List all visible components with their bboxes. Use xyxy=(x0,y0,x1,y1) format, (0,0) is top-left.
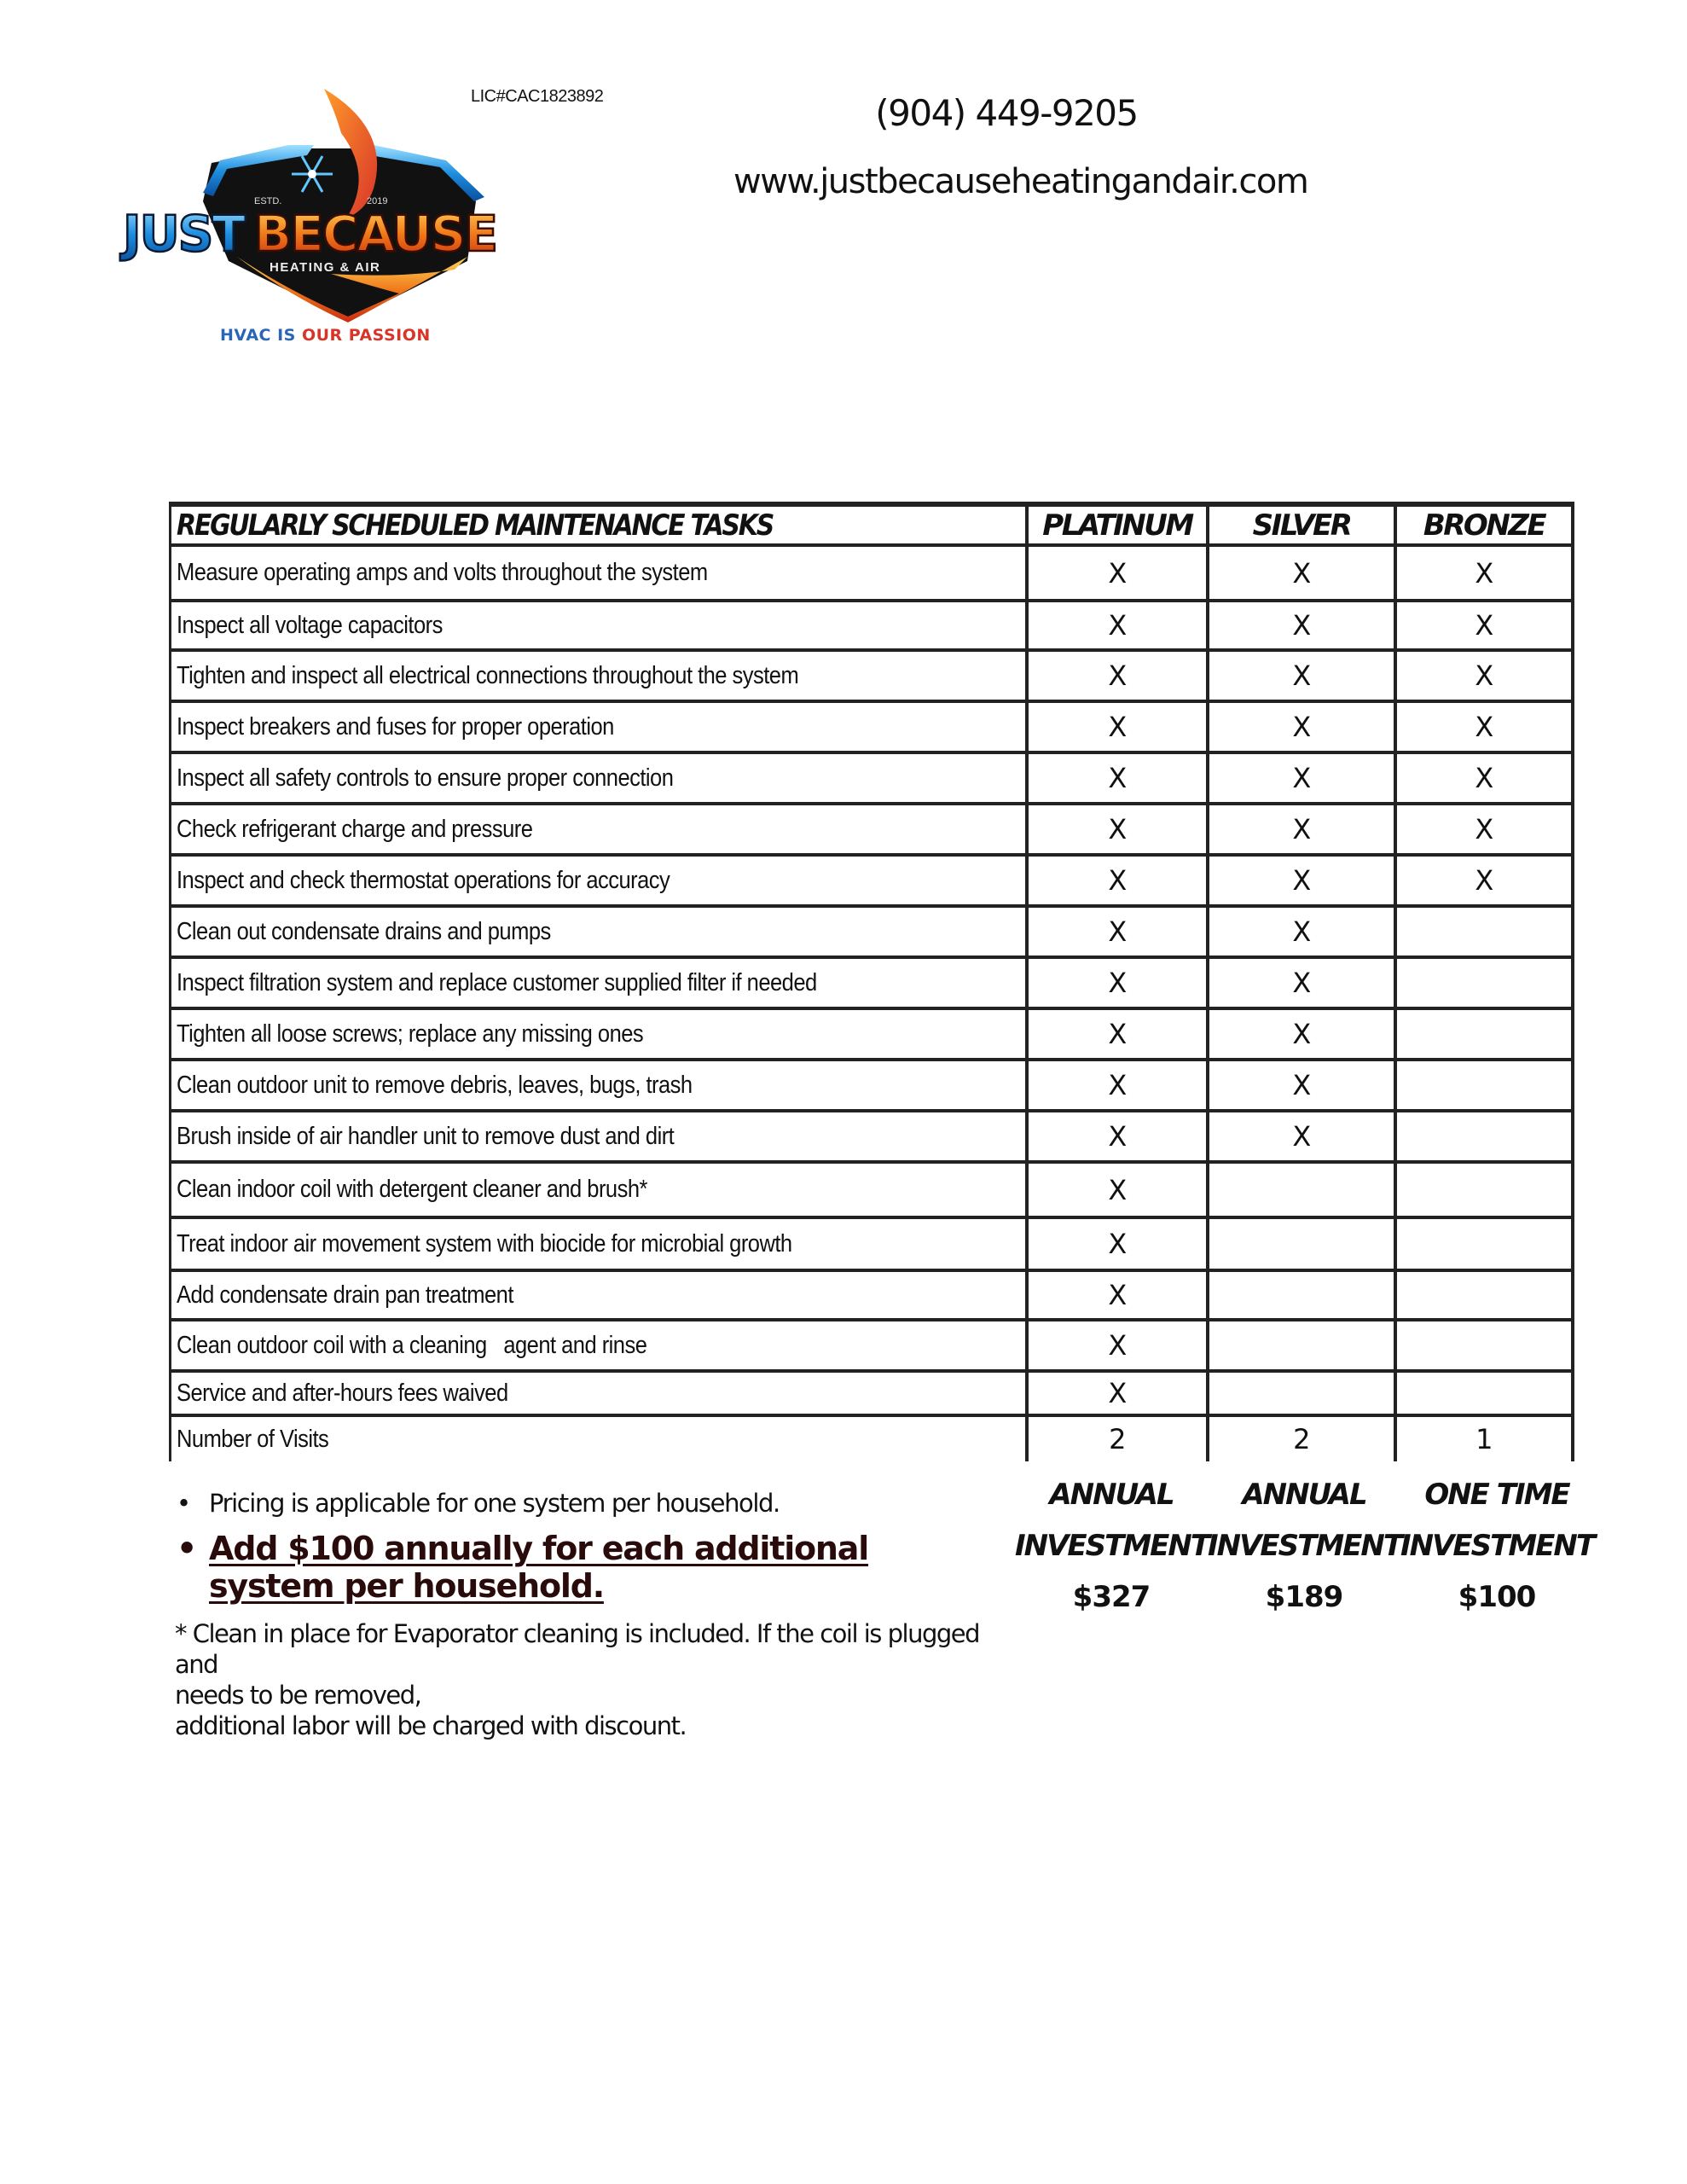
included-mark: X xyxy=(1292,1018,1311,1050)
bronze-cell xyxy=(1397,652,1571,700)
task-cell xyxy=(171,1417,1029,1461)
included-mark: X xyxy=(1108,609,1127,642)
silver-cell xyxy=(1209,1417,1397,1461)
table-row xyxy=(171,754,1571,805)
included-mark: X xyxy=(1108,659,1127,692)
task-label: Inspect and check thermostat operations for accuracy xyxy=(177,866,670,894)
silver-cell xyxy=(1209,754,1397,802)
table-row xyxy=(171,1164,1571,1219)
included-mark: 2 xyxy=(1293,1423,1310,1455)
included-mark: X xyxy=(1108,1329,1127,1362)
task-cell xyxy=(171,1373,1029,1414)
note-single-system: • Pricing is applicable for one system per household. xyxy=(175,1489,1011,1518)
task-label: Inspect all voltage capacitors xyxy=(177,611,443,639)
included-mark: X xyxy=(1475,762,1493,794)
bronze-cell xyxy=(1397,1010,1571,1058)
included-mark: X xyxy=(1475,711,1493,743)
included-mark: X xyxy=(1108,762,1127,794)
silver-cell xyxy=(1209,908,1397,956)
included-mark: X xyxy=(1108,864,1127,897)
note-additional-system xyxy=(175,1530,1011,1605)
platinum-cell xyxy=(1029,1373,1209,1414)
included-mark: X xyxy=(1292,1120,1311,1153)
price-silver xyxy=(1208,1469,1400,1623)
platinum-cell xyxy=(1029,805,1209,853)
logo-tagline: HVAC IS OUR PASSION xyxy=(220,326,431,345)
logo-brand-just: JUST xyxy=(123,205,245,263)
platinum-cell xyxy=(1029,1112,1209,1160)
included-mark: X xyxy=(1108,1120,1127,1153)
price-term: ANNUAL xyxy=(1049,1478,1174,1512)
phone-number[interactable]: (904) 449-9205 xyxy=(875,92,1138,134)
bronze-cell xyxy=(1397,1219,1571,1269)
table-row xyxy=(171,908,1571,959)
note-additional-line2: system per household. xyxy=(209,1567,604,1605)
task-label: Brush inside of air handler unit to remove dust and dirt xyxy=(177,1122,675,1150)
header-platinum: PLATINUM xyxy=(1029,507,1209,543)
platinum-cell xyxy=(1029,1417,1209,1461)
task-label: Tighten and inspect all electrical connections throughout the system xyxy=(177,661,799,689)
platinum-cell xyxy=(1029,908,1209,956)
included-mark: X xyxy=(1108,813,1127,845)
task-cell xyxy=(171,1321,1029,1369)
platinum-cell xyxy=(1029,703,1209,751)
included-mark: X xyxy=(1108,1173,1127,1206)
included-mark: X xyxy=(1292,556,1311,590)
included-mark: X xyxy=(1292,864,1311,897)
table-row xyxy=(171,857,1571,908)
silver-cell xyxy=(1209,857,1397,904)
included-mark: X xyxy=(1108,1069,1127,1101)
table-row xyxy=(171,1272,1571,1321)
task-cell xyxy=(171,1164,1029,1216)
task-label: Tighten all loose screws; replace any missing ones xyxy=(177,1019,644,1048)
platinum-cell xyxy=(1029,547,1209,599)
included-mark: X xyxy=(1108,1279,1127,1311)
logo-estd-label: ESTD. xyxy=(254,196,282,206)
included-mark: 1 xyxy=(1475,1423,1493,1455)
task-cell xyxy=(171,1219,1029,1269)
task-cell xyxy=(171,652,1029,700)
note-additional-line1: Add $100 annually for each additional xyxy=(209,1530,869,1567)
included-mark: X xyxy=(1475,556,1493,590)
included-mark: X xyxy=(1108,711,1127,743)
included-mark: 2 xyxy=(1109,1423,1126,1455)
included-mark: X xyxy=(1292,762,1311,794)
footnote-line3: additional labor will be charged with discount. xyxy=(175,1711,687,1740)
platinum-cell xyxy=(1029,1010,1209,1058)
silver-cell xyxy=(1209,805,1397,853)
included-mark: X xyxy=(1108,1377,1127,1409)
task-label: Clean outdoor coil with a cleaning agent and rinse xyxy=(177,1331,647,1359)
task-cell xyxy=(171,908,1029,956)
bronze-cell xyxy=(1397,703,1571,751)
bronze-cell xyxy=(1397,547,1571,599)
table-row xyxy=(171,547,1571,602)
table-row xyxy=(171,1112,1571,1164)
silver-cell xyxy=(1209,602,1397,648)
included-mark: X xyxy=(1108,915,1127,948)
task-label: Number of Visits xyxy=(177,1425,329,1453)
bronze-cell xyxy=(1397,1321,1571,1369)
table-header-row xyxy=(171,507,1571,547)
task-cell xyxy=(171,857,1029,904)
task-label: Inspect breakers and fuses for proper operation xyxy=(177,712,614,741)
price-label: INVESTMENT xyxy=(1015,1529,1209,1563)
price-amount: $189 xyxy=(1265,1580,1343,1614)
included-mark: X xyxy=(1292,813,1311,845)
table-row xyxy=(171,805,1571,857)
silver-cell xyxy=(1209,1373,1397,1414)
price-bronze xyxy=(1400,1469,1593,1623)
task-cell xyxy=(171,754,1029,802)
bronze-cell xyxy=(1397,1373,1571,1414)
silver-cell xyxy=(1209,1272,1397,1318)
website-link[interactable]: www.justbecauseheatingandair.com xyxy=(733,162,1308,201)
included-mark: X xyxy=(1292,711,1311,743)
included-mark: X xyxy=(1475,659,1493,692)
platinum-cell xyxy=(1029,1272,1209,1318)
included-mark: X xyxy=(1292,609,1311,642)
table-row xyxy=(171,703,1571,754)
silver-cell xyxy=(1209,652,1397,700)
table-row xyxy=(171,1373,1571,1417)
logo-heating-air: HEATING & AIR xyxy=(270,260,381,275)
silver-cell xyxy=(1209,1112,1397,1160)
company-logo xyxy=(118,82,595,346)
header-silver: SILVER xyxy=(1209,507,1397,543)
task-label: Inspect filtration system and replace customer supplied filter if needed xyxy=(177,968,817,996)
silver-cell xyxy=(1209,1219,1397,1269)
table-row xyxy=(171,959,1571,1010)
price-term: ONE TIME xyxy=(1424,1478,1569,1512)
table-row xyxy=(171,1219,1571,1272)
task-cell xyxy=(171,1061,1029,1109)
footnote xyxy=(175,1618,1011,1741)
table-row xyxy=(171,1061,1571,1112)
price-label: INVESTMENT xyxy=(1208,1529,1402,1563)
bronze-cell xyxy=(1397,1164,1571,1216)
pricing-notes xyxy=(175,1489,1011,1741)
task-label: Measure operating amps and volts throughout the system xyxy=(177,559,708,586)
included-mark: X xyxy=(1292,915,1311,948)
task-cell xyxy=(171,1112,1029,1160)
bronze-cell xyxy=(1397,1272,1571,1318)
task-label: Check refrigerant charge and pressure xyxy=(177,815,533,843)
logo-estd-year: 2019 xyxy=(367,196,388,206)
table-row xyxy=(171,1010,1571,1061)
bronze-cell xyxy=(1397,959,1571,1007)
logo-brand-because: BECAUSE xyxy=(254,205,496,263)
silver-cell xyxy=(1209,703,1397,751)
bronze-cell xyxy=(1397,908,1571,956)
included-mark: X xyxy=(1108,556,1127,590)
platinum-cell xyxy=(1029,652,1209,700)
task-label: Clean outdoor unit to remove debris, leaves, bugs, trash xyxy=(177,1071,693,1099)
task-cell xyxy=(171,602,1029,648)
task-label: Clean out condensate drains and pumps xyxy=(177,917,551,945)
bronze-cell xyxy=(1397,1061,1571,1109)
included-mark: X xyxy=(1108,967,1127,999)
bronze-cell xyxy=(1397,805,1571,853)
task-cell xyxy=(171,703,1029,751)
bronze-cell xyxy=(1397,1417,1571,1461)
price-term: ANNUAL xyxy=(1242,1478,1366,1512)
task-label: Add condensate drain pan treatment xyxy=(177,1281,513,1309)
task-cell xyxy=(171,547,1029,599)
bronze-cell xyxy=(1397,1112,1571,1160)
task-label: Service and after-hours fees waived xyxy=(177,1379,508,1407)
silver-cell xyxy=(1209,1010,1397,1058)
silver-cell xyxy=(1209,1321,1397,1369)
silver-cell xyxy=(1209,1164,1397,1216)
platinum-cell xyxy=(1029,602,1209,648)
included-mark: X xyxy=(1292,967,1311,999)
license-number: LIC#CAC1823892 xyxy=(471,87,604,106)
silver-cell xyxy=(1209,1061,1397,1109)
platinum-cell xyxy=(1029,1164,1209,1216)
included-mark: X xyxy=(1108,1018,1127,1050)
included-mark: X xyxy=(1475,813,1493,845)
bronze-cell xyxy=(1397,857,1571,904)
price-amount: $100 xyxy=(1458,1580,1536,1614)
table-row xyxy=(171,602,1571,652)
task-label: Inspect all safety controls to ensure proper connection xyxy=(177,764,674,792)
platinum-cell xyxy=(1029,857,1209,904)
included-mark: X xyxy=(1108,1228,1127,1260)
platinum-cell xyxy=(1029,1321,1209,1369)
platinum-cell xyxy=(1029,1219,1209,1269)
price-amount: $327 xyxy=(1072,1580,1151,1614)
price-label: INVESTMENT xyxy=(1400,1529,1595,1563)
silver-cell xyxy=(1209,547,1397,599)
table-grid xyxy=(169,507,1574,1461)
included-mark: X xyxy=(1292,1069,1311,1101)
task-label: Treat indoor air movement system with biocide for microbial growth xyxy=(177,1229,792,1258)
footnote-line1: * Clean in place for Evaporator cleaning is included. If the coil is plugged and xyxy=(175,1619,980,1679)
price-platinum xyxy=(1015,1469,1208,1623)
header-tasks: REGULARLY SCHEDULED MAINTENANCE TASKS xyxy=(171,507,1029,543)
platinum-cell xyxy=(1029,959,1209,1007)
task-cell xyxy=(171,1272,1029,1318)
included-mark: X xyxy=(1475,864,1493,897)
bronze-cell xyxy=(1397,602,1571,648)
plan-pricing xyxy=(1015,1469,1595,1623)
included-mark: X xyxy=(1475,609,1493,642)
bronze-cell xyxy=(1397,754,1571,802)
task-label: Clean indoor coil with detergent cleaner and brush* xyxy=(177,1176,647,1203)
silver-cell xyxy=(1209,959,1397,1007)
platinum-cell xyxy=(1029,1061,1209,1109)
table-row xyxy=(171,1321,1571,1373)
task-cell xyxy=(171,1010,1029,1058)
included-mark: X xyxy=(1292,659,1311,692)
task-cell xyxy=(171,805,1029,853)
visits-row xyxy=(171,1417,1571,1461)
table-row xyxy=(171,652,1571,703)
task-cell xyxy=(171,959,1029,1007)
footnote-line2: needs to be removed, xyxy=(175,1681,421,1710)
platinum-cell xyxy=(1029,754,1209,802)
header-bronze: BRONZE xyxy=(1423,508,1545,543)
